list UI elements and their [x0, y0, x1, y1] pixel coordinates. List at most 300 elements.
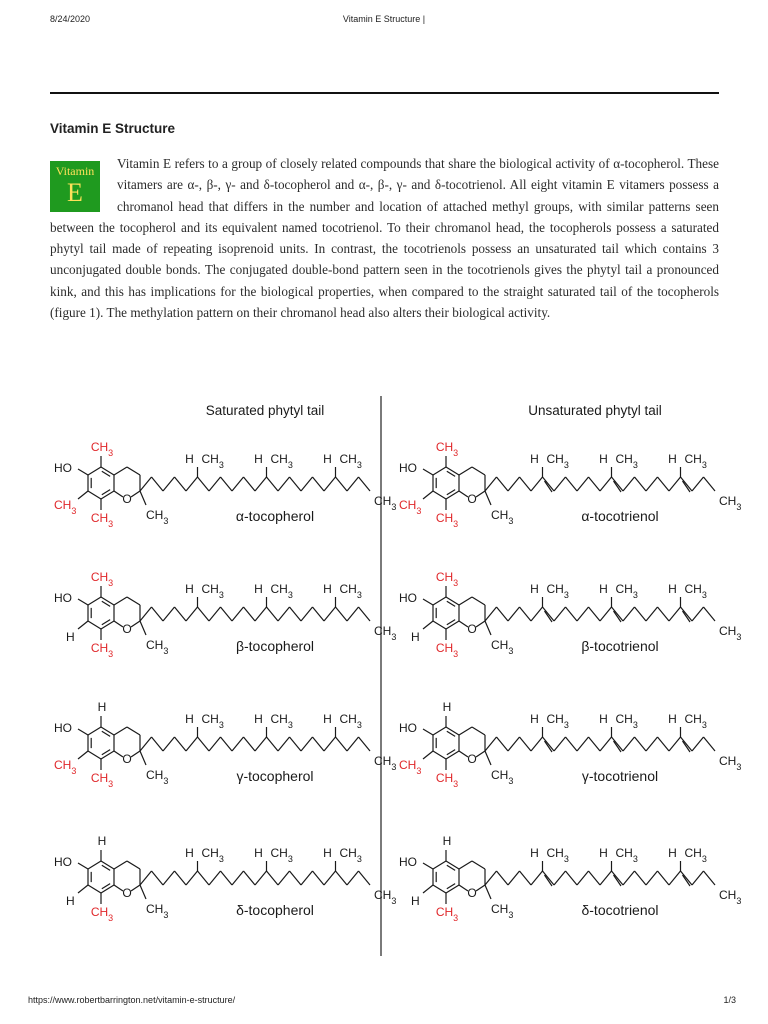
oxygen-label: O: [122, 752, 132, 766]
bond-line: [635, 871, 647, 885]
bond-line: [198, 871, 210, 885]
hydrogen-label: H: [530, 582, 539, 596]
bond-line: [577, 607, 589, 621]
bond-line: [267, 607, 279, 621]
hydrogen-label: H: [530, 846, 539, 860]
bond-line: [301, 477, 313, 491]
bond-line: [646, 607, 658, 621]
bond-line: [232, 871, 244, 885]
bond-line: [669, 607, 681, 621]
bond-line: [88, 491, 101, 499]
bond-line: [290, 477, 302, 491]
bond-line: [175, 607, 187, 621]
bond-line: [543, 737, 555, 751]
bond-line: [313, 607, 325, 621]
methyl-label: $CH_3$: [435, 905, 459, 923]
bond-line: [359, 737, 371, 751]
bond-line: [131, 751, 140, 757]
bond-line: [531, 737, 543, 751]
bond-line: [577, 737, 589, 751]
bond-line: [646, 871, 658, 885]
bond-line: [446, 727, 459, 735]
bond-line: [433, 491, 446, 499]
bond-line: [221, 477, 233, 491]
bond-line: [446, 861, 459, 869]
bond-line: [423, 729, 433, 735]
hydrogen-label: H: [254, 712, 263, 726]
bond-line: [255, 477, 267, 491]
methyl-label: $CH_3$: [270, 452, 293, 470]
bond-line: [101, 885, 114, 893]
bond-line: [278, 871, 290, 885]
bond-line: [646, 737, 658, 751]
bond-line: [163, 737, 175, 751]
oxygen-label: O: [122, 492, 132, 506]
bond-line: [101, 597, 114, 605]
bond-line: [459, 727, 472, 735]
bond-line: [612, 737, 624, 751]
bond-line: [152, 477, 164, 491]
oxygen-label: O: [467, 886, 477, 900]
bond-line: [433, 861, 446, 869]
hydrogen-label: H: [97, 700, 107, 714]
methyl-label: $CH_3$: [54, 498, 77, 516]
structure-α-tocopherol: [54, 440, 396, 529]
methyl-label: $CH_3$: [270, 712, 293, 730]
bond-line: [508, 871, 520, 885]
bond-line: [423, 599, 433, 605]
bond-line: [476, 751, 485, 757]
hydrogen-label: H: [185, 712, 194, 726]
bond-line: [163, 607, 175, 621]
methyl-label: $CH_3$: [435, 511, 459, 529]
bond-line: [704, 607, 716, 621]
bond-line: [612, 477, 624, 491]
hydrogen-label: H: [185, 582, 194, 596]
bond-line: [459, 467, 472, 475]
methyl-label: $CH_3$: [339, 452, 362, 470]
methyl-label: $CH_3$: [491, 508, 514, 526]
hydrogen-label: H: [668, 846, 677, 860]
hydrogen-label: H: [185, 846, 194, 860]
bond-line: [497, 737, 509, 751]
bond-line: [209, 871, 221, 885]
header-divider: [50, 92, 719, 94]
hydroxyl-label: HO: [399, 855, 417, 869]
hydrogen-label: H: [668, 452, 677, 466]
bond-line: [127, 597, 140, 605]
bond-line: [313, 871, 325, 885]
bond-line: [140, 751, 146, 765]
bond-line: [472, 597, 485, 605]
bond-line: [324, 737, 336, 751]
bond-line: [359, 477, 371, 491]
saturated-tail-heading: Saturated phytyl tail: [205, 403, 325, 418]
methyl-label: $CH_3$: [435, 440, 459, 458]
bond-line: [423, 863, 433, 869]
bond-line: [78, 751, 88, 759]
bond-line: [635, 477, 647, 491]
methyl-label: $CH_3$: [491, 768, 514, 786]
methyl-label: $CH_3$: [374, 888, 397, 906]
bond-line: [186, 477, 198, 491]
bond-line: [359, 607, 371, 621]
bond-line: [692, 737, 704, 751]
bond-line: [336, 607, 348, 621]
bond-line: [589, 477, 601, 491]
bond-line: [423, 751, 433, 759]
bond-line: [88, 467, 101, 475]
bond-line: [681, 477, 693, 491]
methyl-label: $CH_3$: [90, 905, 114, 923]
bond-line: [623, 737, 635, 751]
bond-line: [531, 607, 543, 621]
bond-line: [476, 491, 485, 497]
hydrogen-label: H: [97, 834, 107, 848]
bond-line: [78, 863, 88, 869]
methyl-label: $CH_3$: [339, 582, 362, 600]
hydrogen-label: H: [254, 846, 263, 860]
bond-line: [577, 477, 589, 491]
intro-paragraph: Vitamin E refers to a group of closely related compounds that share the biological activity of α-tocopherol. These vitamers are α-, β-, γ- and δ-tocopherol and α-, β-, γ- and δ-tocotrienol. All eight vitamin E vitamers possess a chromanol head that differs in the number and location of attached methyl groups, with similar patterns seen between the tocopherol and its equivalent named tocotrienol. To their chromanol head, the tocopherols possess a saturated phytyl tail made of repeating isoprenoid units. In contrast, the tocotrienols possess an unsaturated tail which contains 3 unconjugated double bonds. The conjugated double-bond pattern seen in the tocotrienols gives the phytyl tail a pronounced kink, and this has implications for the biological properties, when compared to the straight saturated tail of the tocopherols (figure 1). The methylation pattern on their chromanol head also alters their biological activity.: [50, 156, 719, 321]
bond-line: [520, 607, 532, 621]
oxygen-label: O: [122, 886, 132, 900]
bond-line: [423, 469, 433, 475]
bond-line: [267, 737, 279, 751]
bond-line: [669, 477, 681, 491]
bond-line: [244, 477, 256, 491]
bond-line: [704, 871, 716, 885]
bond-line: [497, 477, 509, 491]
bond-line: [681, 607, 693, 621]
bond-line: [140, 607, 152, 621]
bond-line: [186, 737, 198, 751]
structure-γ-tocotrienol: [399, 700, 741, 789]
bond-line: [221, 607, 233, 621]
bond-line: [623, 871, 635, 885]
methyl-label: $CH_3$: [90, 570, 114, 588]
bond-line: [244, 737, 256, 751]
bond-line: [497, 607, 509, 621]
bond-line: [476, 885, 485, 891]
bond-line: [131, 621, 140, 627]
methyl-label: $CH_3$: [90, 511, 114, 529]
bond-line: [140, 621, 146, 635]
bond-line: [131, 885, 140, 891]
bond-line: [692, 477, 704, 491]
methyl-label: $CH_3$: [146, 508, 169, 526]
bond-line: [446, 885, 459, 893]
compound-name: δ-tocotrienol: [581, 902, 659, 918]
bond-line: [347, 871, 359, 885]
bond-line: [433, 751, 446, 759]
methyl-label: $CH_3$: [90, 771, 114, 789]
methyl-label: $CH_3$: [615, 846, 638, 864]
oxygen-label: O: [467, 622, 477, 636]
compound-name: γ-tocotrienol: [581, 768, 659, 784]
methyl-label: $CH_3$: [684, 452, 707, 470]
bond-line: [209, 477, 221, 491]
bond-line: [612, 607, 624, 621]
bond-line: [566, 607, 578, 621]
bond-line: [336, 477, 348, 491]
bond-line: [459, 861, 472, 869]
bond-line: [658, 871, 670, 885]
bond-line: [589, 737, 601, 751]
bond-line: [267, 871, 279, 885]
bond-line: [267, 477, 279, 491]
compound-name: α-tocopherol: [235, 508, 315, 524]
methyl-label: $CH_3$: [399, 498, 422, 516]
bond-line: [485, 621, 491, 635]
structure-panels: [54, 440, 741, 923]
methyl-label: $CH_3$: [546, 712, 569, 730]
bond-line: [175, 477, 187, 491]
bond-line: [704, 737, 716, 751]
logo-word: Vitamin: [55, 164, 95, 178]
oxygen-label: O: [122, 622, 132, 636]
bond-line: [221, 871, 233, 885]
vitamin-e-structures-figure: [40, 386, 742, 956]
methyl-label: $CH_3$: [399, 758, 422, 776]
bond-line: [497, 871, 509, 885]
bond-line: [198, 737, 210, 751]
compound-name: α-tocotrienol: [581, 508, 659, 524]
bond-line: [101, 727, 114, 735]
bond-line: [278, 607, 290, 621]
bond-line: [508, 737, 520, 751]
bond-line: [485, 885, 491, 899]
bond-line: [485, 871, 497, 885]
hydrogen-label: H: [185, 452, 194, 466]
bond-line: [114, 597, 127, 605]
bond-line: [313, 477, 325, 491]
bond-line: [198, 477, 210, 491]
bond-line: [127, 861, 140, 869]
bond-line: [623, 477, 635, 491]
bond-line: [301, 871, 313, 885]
bond-line: [152, 737, 164, 751]
hydrogen-label: H: [66, 894, 75, 908]
methyl-label: $CH_3$: [270, 846, 293, 864]
bond-line: [446, 597, 459, 605]
hydroxyl-label: HO: [54, 591, 72, 605]
bond-line: [589, 871, 601, 885]
bond-line: [301, 607, 313, 621]
structure-β-tocopherol: [54, 570, 396, 659]
bond-line: [313, 737, 325, 751]
bond-line: [244, 607, 256, 621]
bond-line: [127, 467, 140, 475]
oxygen-label: O: [467, 492, 477, 506]
bond-line: [324, 607, 336, 621]
bond-line: [433, 885, 446, 893]
hydrogen-label: H: [254, 452, 263, 466]
bond-line: [543, 477, 555, 491]
unsaturated-tail-heading: Unsaturated phytyl tail: [528, 403, 662, 418]
bond-line: [301, 737, 313, 751]
bond-line: [78, 621, 88, 629]
bond-line: [669, 871, 681, 885]
structure-α-tocotrienol: [399, 440, 741, 529]
bond-line: [101, 621, 114, 629]
bond-line: [88, 597, 101, 605]
bond-line: [140, 885, 146, 899]
bond-line: [543, 607, 555, 621]
methyl-label: $CH_3$: [90, 440, 114, 458]
bond-line: [485, 607, 497, 621]
hydroxyl-label: HO: [399, 721, 417, 735]
methyl-label: $CH_3$: [684, 846, 707, 864]
methyl-label: $CH_3$: [719, 494, 742, 512]
methyl-label: $CH_3$: [374, 624, 397, 642]
methyl-label: $CH_3$: [435, 641, 459, 659]
bond-line: [566, 477, 578, 491]
methyl-label: $CH_3$: [54, 758, 77, 776]
methyl-label: $CH_3$: [374, 754, 397, 772]
bond-line: [163, 477, 175, 491]
methyl-label: $CH_3$: [491, 638, 514, 656]
bond-line: [600, 871, 612, 885]
bond-line: [658, 477, 670, 491]
bond-line: [175, 871, 187, 885]
bond-line: [127, 727, 140, 735]
bond-line: [472, 727, 485, 735]
bond-line: [554, 871, 566, 885]
hydrogen-label: H: [411, 894, 420, 908]
methyl-label: $CH_3$: [339, 846, 362, 864]
methyl-label: $CH_3$: [719, 754, 742, 772]
bond-line: [508, 607, 520, 621]
methyl-label: $CH_3$: [615, 452, 638, 470]
bond-line: [472, 467, 485, 475]
hydrogen-label: H: [599, 582, 608, 596]
bond-line: [433, 467, 446, 475]
bond-line: [336, 737, 348, 751]
bond-line: [114, 861, 127, 869]
bond-line: [88, 861, 101, 869]
methyl-label: $CH_3$: [374, 494, 397, 512]
compound-name: γ-tocopherol: [236, 768, 314, 784]
bond-line: [186, 871, 198, 885]
methyl-label: $CH_3$: [546, 846, 569, 864]
bond-line: [221, 737, 233, 751]
hydroxyl-label: HO: [399, 591, 417, 605]
bond-line: [336, 871, 348, 885]
methyl-label: $CH_3$: [546, 452, 569, 470]
bond-line: [600, 737, 612, 751]
bond-line: [209, 607, 221, 621]
methyl-label: $CH_3$: [201, 452, 224, 470]
methyl-label: $CH_3$: [435, 570, 459, 588]
compound-name: β-tocotrienol: [581, 638, 659, 654]
bond-line: [324, 477, 336, 491]
bond-line: [232, 737, 244, 751]
bond-line: [446, 751, 459, 759]
hydrogen-label: H: [323, 582, 332, 596]
print-page-title: Vitamin E Structure |: [342, 14, 426, 24]
bond-line: [78, 469, 88, 475]
bond-line: [88, 621, 101, 629]
hydrogen-label: H: [599, 712, 608, 726]
methyl-label: $CH_3$: [146, 902, 169, 920]
hydrogen-label: H: [530, 452, 539, 466]
methyl-label: $CH_3$: [201, 846, 224, 864]
bond-line: [290, 737, 302, 751]
hydrogen-label: H: [411, 630, 420, 644]
bond-line: [140, 477, 152, 491]
bond-line: [255, 607, 267, 621]
vitamin-e-logo: [50, 161, 100, 212]
methyl-label: $CH_3$: [546, 582, 569, 600]
methyl-label: $CH_3$: [719, 888, 742, 906]
bond-line: [669, 737, 681, 751]
bond-line: [433, 727, 446, 735]
hydrogen-label: H: [530, 712, 539, 726]
bond-line: [566, 871, 578, 885]
bond-line: [255, 871, 267, 885]
bond-line: [140, 871, 152, 885]
bond-line: [88, 885, 101, 893]
bond-line: [78, 885, 88, 893]
hydroxyl-label: HO: [54, 721, 72, 735]
bond-line: [520, 871, 532, 885]
bond-line: [485, 491, 491, 505]
methyl-label: $CH_3$: [90, 641, 114, 659]
bond-line: [658, 607, 670, 621]
article-title: Vitamin E Structure: [50, 121, 176, 136]
bond-line: [646, 477, 658, 491]
bond-line: [446, 621, 459, 629]
bond-line: [324, 871, 336, 885]
bond-line: [476, 621, 485, 627]
compound-name: β-tocopherol: [235, 638, 315, 654]
methyl-label: $CH_3$: [719, 624, 742, 642]
hydrogen-label: H: [66, 630, 75, 644]
bond-line: [520, 477, 532, 491]
hydrogen-label: H: [323, 712, 332, 726]
bond-line: [543, 871, 555, 885]
methyl-label: $CH_3$: [684, 582, 707, 600]
methyl-label: $CH_3$: [684, 712, 707, 730]
bond-line: [566, 737, 578, 751]
bond-line: [186, 607, 198, 621]
bond-line: [433, 597, 446, 605]
bond-line: [554, 607, 566, 621]
methyl-label: $CH_3$: [435, 771, 459, 789]
bond-line: [446, 467, 459, 475]
print-date: 8/24/2020: [50, 14, 91, 24]
bond-line: [255, 737, 267, 751]
bond-line: [290, 607, 302, 621]
hydroxyl-label: HO: [54, 461, 72, 475]
bond-line: [423, 885, 433, 893]
hydrogen-label: H: [442, 834, 452, 848]
bond-line: [131, 491, 140, 497]
structure-β-tocotrienol: [399, 570, 741, 659]
bond-line: [508, 477, 520, 491]
bond-line: [577, 871, 589, 885]
bond-line: [78, 729, 88, 735]
bond-line: [423, 491, 433, 499]
bond-line: [485, 737, 497, 751]
footer-url: https://www.robertbarrington.net/vitamin-e-structure/: [28, 995, 236, 1005]
bond-line: [612, 871, 624, 885]
bond-line: [692, 871, 704, 885]
bond-line: [152, 607, 164, 621]
bond-line: [152, 871, 164, 885]
bond-line: [704, 477, 716, 491]
